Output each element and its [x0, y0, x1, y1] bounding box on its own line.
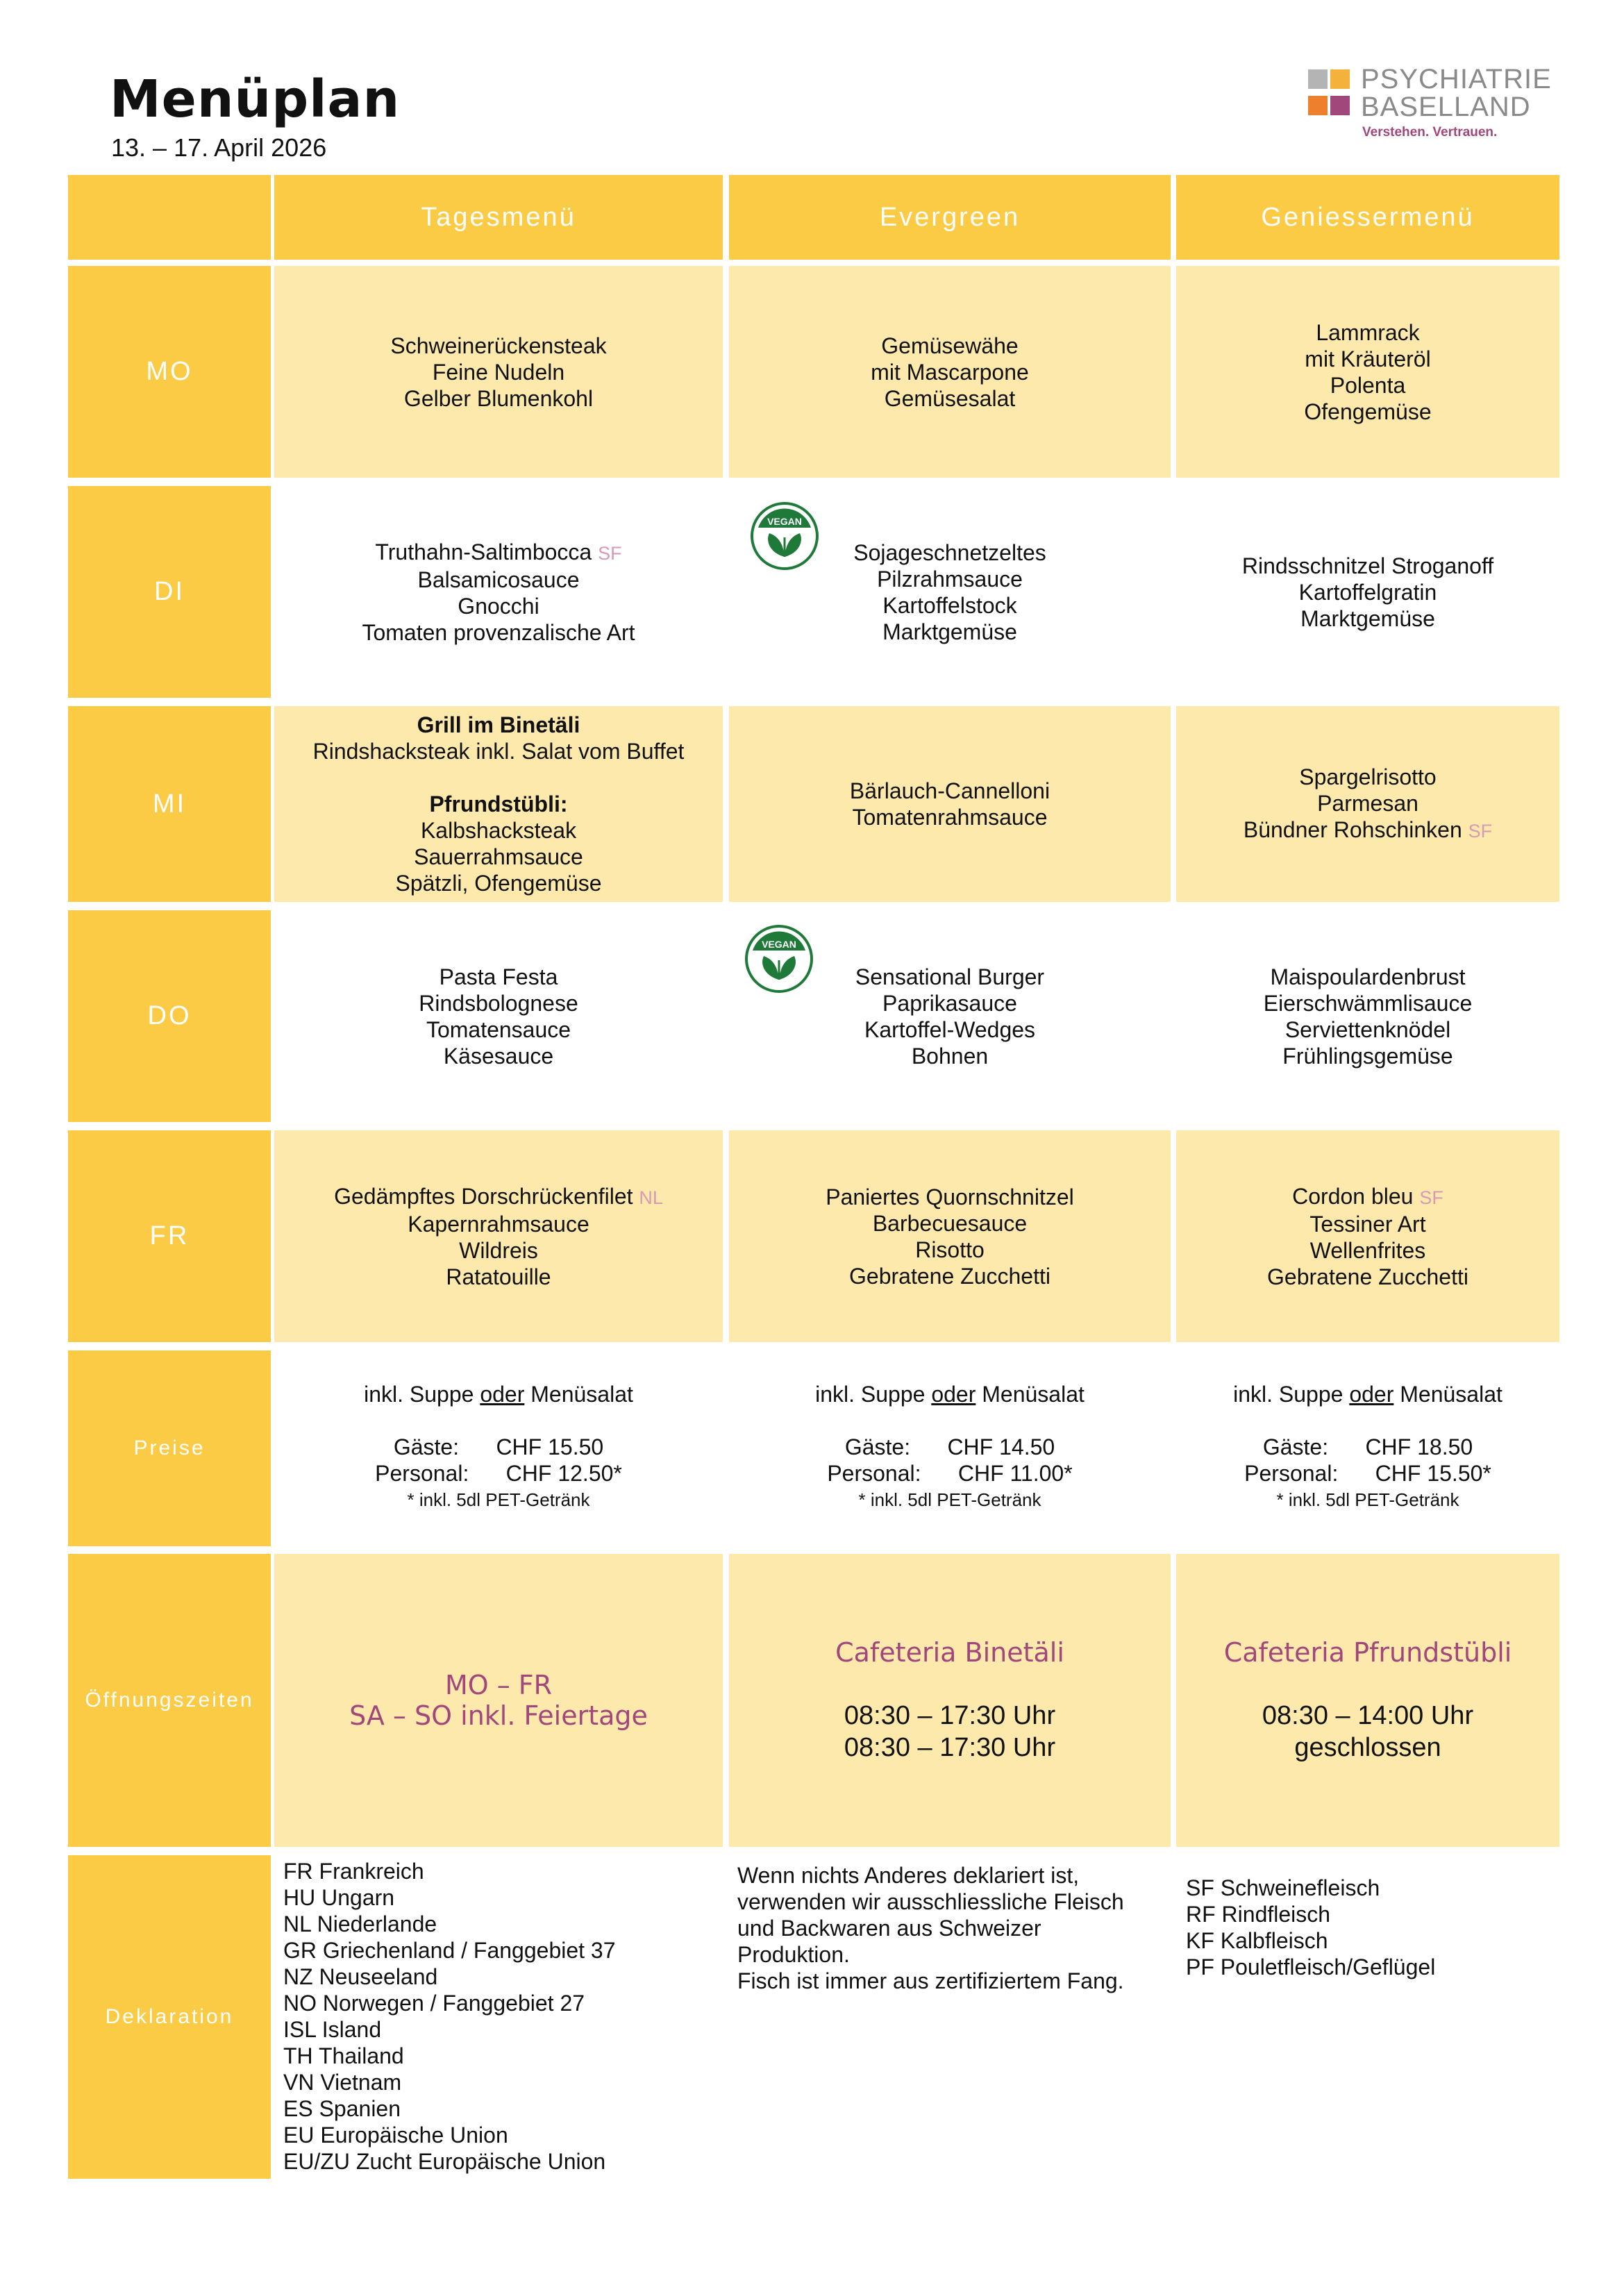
staff-price: CHF 11.00*: [957, 1461, 1073, 1486]
menu-di-tages: [274, 486, 723, 698]
dish-line: Tomatensauce: [426, 1016, 571, 1042]
dish-line: Gemüsewähe: [881, 333, 1019, 358]
country-item: TH Thailand: [283, 2043, 404, 2068]
dish-line: Rindsbolognese: [419, 990, 578, 1016]
dish-line: Tomatenrahmsauce: [852, 805, 1048, 830]
dish-line: Wellenfrites: [1309, 1237, 1426, 1263]
column-header-evergreen: Evergreen: [729, 175, 1171, 260]
dish-line: Parmesan: [1317, 791, 1418, 816]
guest-price: CHF 15.50: [496, 1434, 604, 1459]
dish-line: Kartoffelgratin: [1298, 579, 1437, 605]
country-item: VN Vietnam: [283, 2070, 402, 2095]
dish-line: Paprikasauce: [882, 990, 1017, 1016]
country-item: GR Griechenland / Fanggebiet 37: [283, 1938, 616, 1963]
declaration-tag: SF: [1419, 1187, 1443, 1208]
dish-line: Tomaten provenzalische Art: [362, 619, 635, 645]
row-label-preise: Preise: [68, 1350, 271, 1546]
dish-line: Rindsschnitzel Stroganoff: [1241, 553, 1494, 578]
staff-price: CHF 15.50*: [1375, 1461, 1491, 1486]
declaration-tag: SF: [1468, 821, 1493, 842]
page-title: Menüplan: [110, 69, 401, 129]
dish-line: Ratatouille: [446, 1264, 551, 1289]
declaration-text-line: verwenden wir ausschliessliche Fleisch: [737, 1889, 1124, 1914]
dish-line: Truthahn-Saltimbocca: [375, 539, 592, 564]
guest-price: CHF 14.50: [947, 1434, 1055, 1459]
dish-line: Barbecuesauce: [872, 1210, 1028, 1236]
dish-line: Sojageschnetzeltes: [853, 539, 1046, 565]
country-item: NL Niederlande: [283, 1911, 437, 1936]
hours-weekday: 08:30 – 17:30 Uhr: [844, 1701, 1056, 1730]
vegan-icon: [744, 924, 814, 994]
day-label-mi: MI: [68, 706, 271, 902]
day-label-do: DO: [68, 910, 271, 1122]
hours-days-weekday: MO – FR: [444, 1670, 553, 1700]
price-geniesser: [1176, 1350, 1559, 1546]
country-item: EU Europäische Union: [283, 2123, 508, 2148]
dish-line: mit Mascarpone: [871, 359, 1029, 385]
dish-line: Kalbshacksteak: [420, 818, 577, 843]
hours-binetaeli: [729, 1554, 1171, 1847]
dish-line: Sensational Burger: [855, 964, 1045, 989]
dish-line: Spargelrisotto: [1299, 764, 1437, 789]
logo-square-gray-1: [1308, 69, 1328, 89]
dish-line: Schweinerückensteak: [390, 333, 607, 358]
meat-item: RF Rindfleisch: [1186, 1902, 1331, 1927]
price-incl-post: Menüsalat: [976, 1382, 1085, 1407]
price-incl-pre: inkl. Suppe: [1233, 1382, 1350, 1407]
dish-line: Polenta: [1330, 372, 1406, 398]
logo-square-orange: [1308, 96, 1328, 115]
day-label-fr: FR: [68, 1130, 271, 1342]
price-note: * inkl. 5dl PET-Getränk: [1276, 1489, 1459, 1510]
dish-line: Kartoffel-Wedges: [864, 1016, 1036, 1042]
guest-label: Gäste:: [393, 1434, 460, 1459]
declaration-text-line: Fisch ist immer aus zertifiziertem Fang.: [737, 1968, 1124, 1993]
column-header-geniessermenue: Geniessermenü: [1176, 175, 1559, 260]
psychiatrie-baselland-logo: [1305, 64, 1555, 144]
country-item: HU Ungarn: [283, 1885, 395, 1910]
dish-line: Sauerrahmsauce: [414, 844, 583, 869]
dish-line: Marktgemüse: [1300, 605, 1435, 631]
dish-line: Käsesauce: [443, 1043, 554, 1069]
declaration-tag: NL: [639, 1187, 663, 1208]
price-incl-oder: oder: [931, 1382, 976, 1407]
meat-item: KF Kalbfleisch: [1186, 1928, 1328, 1953]
dish-line: Risotto: [915, 1237, 985, 1262]
hours-pfrundstuebli: [1176, 1554, 1559, 1847]
cafeteria-title: Cafeteria Binetäli: [835, 1637, 1064, 1668]
price-incl-pre: inkl. Suppe: [815, 1382, 932, 1407]
dish-line: mit Kräuteröl: [1305, 346, 1431, 371]
menu-mo-tages: [274, 266, 723, 478]
price-incl-oder: oder: [1349, 1382, 1394, 1407]
dish-line: Cordon bleu: [1292, 1183, 1414, 1209]
logo-line-2: BASELLAND: [1361, 92, 1531, 122]
guest-label: Gäste:: [1262, 1434, 1329, 1459]
menu-mi-geniesser: [1176, 706, 1559, 902]
country-item: ES Spanien: [283, 2096, 401, 2121]
dish-line: Gedämpftes Dorschrückenfilet: [334, 1183, 633, 1209]
price-note: * inkl. 5dl PET-Getränk: [858, 1489, 1041, 1510]
dish-line: Gemüsesalat: [884, 385, 1016, 411]
dish-line: Kartoffelstock: [882, 592, 1017, 618]
dish-line: Frühlingsgemüse: [1282, 1043, 1453, 1069]
dish-line: Bohnen: [911, 1043, 989, 1069]
dish-line: Ofengemüse: [1304, 399, 1432, 424]
dish-line: Pasta Festa: [439, 964, 558, 989]
country-item: EU/ZU Zucht Europäische Union: [283, 2149, 606, 2174]
logo-tagline: Verstehen. Vertrauen.: [1362, 125, 1498, 140]
logo-line-1: PSYCHIATRIE: [1361, 64, 1552, 94]
price-incl-pre: inkl. Suppe: [364, 1382, 480, 1407]
country-item: NO Norwegen / Fanggebiet 27: [283, 1991, 585, 2016]
logo-square-plum: [1330, 96, 1350, 115]
hours-days: [274, 1554, 723, 1847]
header-corner: [68, 175, 271, 260]
dish-line: Gnocchi: [458, 593, 539, 619]
dish-line: Rindshacksteak inkl. Salat vom Buffet: [312, 739, 685, 764]
dish-line: Kapernrahmsauce: [408, 1211, 589, 1237]
hours-weekend: geschlossen: [1294, 1733, 1441, 1762]
dish-line: Balsamicosauce: [417, 567, 580, 592]
menu-mi-evergreen: [729, 706, 1171, 902]
dish-line: Lammrack: [1316, 319, 1420, 345]
menu-di-geniesser: [1176, 486, 1559, 698]
declaration-origin-text: [737, 1862, 1168, 1994]
declaration-countries: [283, 1858, 714, 2175]
dish-line: Tessiner Art: [1309, 1211, 1426, 1237]
menu-mo-evergreen: [729, 266, 1171, 478]
declaration-text-line: und Backwaren aus Schweizer: [737, 1916, 1041, 1941]
vegan-icon: [750, 501, 819, 571]
dish-line: Wildreis: [459, 1237, 538, 1263]
price-incl-post: Menüsalat: [524, 1382, 633, 1407]
declaration-text-line: Wenn nichts Anderes deklariert ist,: [737, 1863, 1080, 1888]
declaration-tag: SF: [598, 542, 622, 564]
meat-item: SF Schweinefleisch: [1186, 1875, 1380, 1900]
guest-label: Gäste:: [844, 1434, 911, 1459]
dish-line: Maispoulardenbrust: [1270, 964, 1466, 989]
dish-line: Paniertes Quornschnitzel: [826, 1184, 1074, 1210]
hours-weekend: 08:30 – 17:30 Uhr: [844, 1733, 1056, 1762]
country-item: ISL Island: [283, 2017, 382, 2042]
vegan-label: VEGAN: [762, 939, 796, 950]
guest-price: CHF 18.50: [1365, 1434, 1473, 1459]
dish-line: Pilzrahmsauce: [877, 566, 1023, 592]
column-header-tagesmenue: Tagesmenü: [274, 175, 723, 260]
logo-square-yellow: [1330, 69, 1350, 89]
cafeteria-title: Cafeteria Pfrundstübli: [1223, 1637, 1512, 1668]
menu-fr-tages: [274, 1130, 723, 1342]
menu-do-geniesser: [1176, 910, 1559, 1122]
dish-line: Gebratene Zucchetti: [1267, 1264, 1468, 1289]
staff-price: CHF 12.50*: [505, 1461, 622, 1486]
dish-line: Bärlauch-Cannelloni: [849, 778, 1050, 803]
dish-heading: Grill im Binetäli: [417, 712, 580, 737]
dish-line: Feine Nudeln: [432, 359, 565, 385]
menu-fr-geniesser: [1176, 1130, 1559, 1342]
country-item: FR Frankreich: [283, 1859, 424, 1884]
row-label-oeffnungszeiten: Öffnungszeiten: [68, 1554, 271, 1847]
price-evergreen: [729, 1350, 1171, 1546]
dish-line: Marktgemüse: [882, 619, 1017, 644]
dish-line: Gelber Blumenkohl: [403, 385, 594, 411]
country-item: NZ Neuseeland: [283, 1964, 438, 1989]
day-label-mo: MO: [68, 266, 271, 478]
menu-mi-tages: [274, 706, 723, 902]
menu-mo-geniesser: [1176, 266, 1559, 478]
staff-label: Personal:: [827, 1461, 921, 1486]
dish-line: Spätzli, Ofengemüse: [395, 871, 602, 896]
menu-fr-evergreen: [729, 1130, 1171, 1342]
row-label-deklaration: Deklaration: [68, 1855, 271, 2179]
dish-line: Serviettenknödel: [1284, 1016, 1451, 1042]
price-incl-post: Menüsalat: [1393, 1382, 1502, 1407]
hours-weekday: 08:30 – 14:00 Uhr: [1262, 1701, 1474, 1730]
declaration-meats: [1186, 1875, 1554, 1980]
menu-do-tages: [274, 910, 723, 1122]
dish-heading: Pfrundstübli:: [429, 792, 568, 817]
price-tages: [274, 1350, 723, 1546]
menu-date: 13. – 17. April 2026: [111, 133, 327, 162]
day-label-di: DI: [68, 486, 271, 698]
staff-label: Personal:: [375, 1461, 469, 1486]
dish-line: Bündner Rohschinken: [1243, 817, 1462, 842]
dish-line: Gebratene Zucchetti: [849, 1263, 1050, 1289]
vegan-label: VEGAN: [767, 516, 802, 527]
dish-line: Eierschwämmlisauce: [1263, 990, 1473, 1016]
staff-label: Personal:: [1244, 1461, 1339, 1486]
price-incl-oder: oder: [480, 1382, 525, 1407]
meat-item: PF Pouletfleisch/Geflügel: [1186, 1955, 1436, 1980]
declaration-text-line: Produktion.: [737, 1942, 850, 1967]
hours-days-weekend: SA – SO inkl. Feiertage: [349, 1700, 648, 1731]
price-note: * inkl. 5dl PET-Getränk: [407, 1489, 590, 1510]
